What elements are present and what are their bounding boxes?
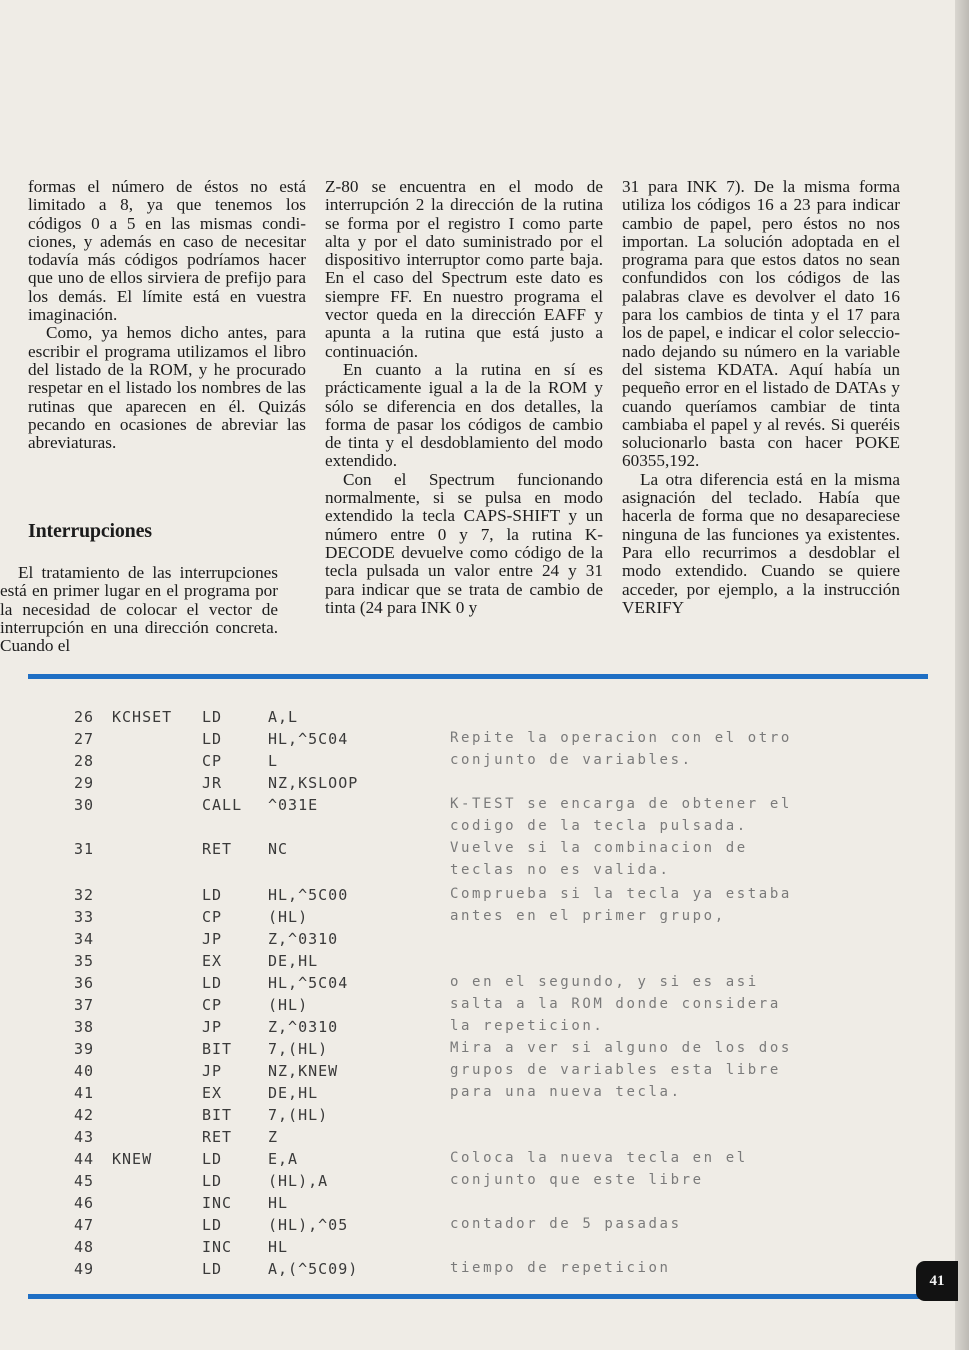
listing-operand: NZ,KSLOOP	[268, 774, 359, 792]
listing-operand: NZ,KNEW	[268, 1062, 339, 1080]
paragraph: formas el número de éstos no está limitado a 8, ya que tenemos los códigos 0 a 5 en las mismas condiciones, y además en caso de necesitar todavía más códigos podríamos hacer que uno de ellos sirviera de prefijo para los demás. El límite está en vuestra imaginación.	[28, 177, 306, 325]
listing-opcode: LD	[202, 1216, 223, 1234]
listing-comment: Repite la operacion con el otro	[450, 730, 792, 746]
listing-opcode: CALL	[202, 796, 243, 814]
listing-operand: HL	[268, 1194, 289, 1212]
listing-line-number: 42	[74, 1106, 95, 1124]
listing-line-number: 45	[74, 1172, 95, 1190]
listing-line-number: 33	[74, 908, 95, 926]
paragraph: Como, ya hemos dicho antes, para escribir el programa utilizamos el libro del listado de la ROM, y he procurado respetar en el listado los nombres de las rutinas que aparecen en él. Quizás pecando en ocasiones de abreviar las abreviaturas.	[28, 323, 306, 453]
listing-comment: contador de 5 pasadas	[450, 1216, 682, 1232]
text-column-1	[28, 178, 306, 452]
listing-comment: Mira a ver si alguno de los dos	[450, 1040, 792, 1056]
page-edge	[955, 0, 969, 1350]
listing-operand: HL,^5C04	[268, 974, 349, 992]
listing-opcode: CP	[202, 752, 223, 770]
text-column-1-continued	[0, 564, 278, 655]
listing-opcode: JR	[202, 774, 223, 792]
listing-line-number: 32	[74, 886, 95, 904]
listing-opcode: CP	[202, 908, 223, 926]
listing-opcode: INC	[202, 1194, 233, 1212]
listing-operand: (HL),A	[268, 1172, 329, 1190]
listing-operand: Z,^0310	[268, 930, 339, 948]
listing-line-number: 46	[74, 1194, 95, 1212]
listing-line-number: 35	[74, 952, 95, 970]
listing-opcode: LD	[202, 1260, 223, 1278]
listing-operand: 7,(HL)	[268, 1106, 329, 1124]
listing-operand: HL	[268, 1238, 289, 1256]
listing-comment: teclas no es valida.	[450, 862, 671, 878]
listing-line-number: 34	[74, 930, 95, 948]
listing-comment: Comprueba si la tecla ya estaba	[450, 886, 792, 902]
listing-line-number: 27	[74, 730, 95, 748]
listing-opcode: EX	[202, 952, 223, 970]
listing-operand: E,A	[268, 1150, 299, 1168]
listing-operand: (HL),^05	[268, 1216, 349, 1234]
top-divider	[28, 674, 928, 679]
listing-line-number: 48	[74, 1238, 95, 1256]
listing-operand: DE,HL	[268, 1084, 319, 1102]
listing-comment: Vuelve si la combinacion de	[450, 840, 748, 856]
listing-opcode: LD	[202, 708, 223, 726]
listing-opcode: JP	[202, 1062, 223, 1080]
listing-line-number: 40	[74, 1062, 95, 1080]
listing-label: KCHSET	[112, 708, 173, 726]
paragraph: La otra diferencia está en la misma asignación del teclado. Había que hacerla de forma que no desapareciese ninguna de las funciones ya existentes. Para ello recurrimos a desdoblar el modo extendido. Cuando se quiere acceder, por ejemplo, a la instrucción VERIFY	[622, 469, 900, 617]
section-heading: Interrupciones	[28, 520, 152, 542]
listing-line-number: 44	[74, 1150, 95, 1168]
listing-comment: para una nueva tecla.	[450, 1084, 682, 1100]
listing-opcode: RET	[202, 1128, 233, 1146]
listing-comment: antes en el primer grupo,	[450, 908, 726, 924]
listing-comment: K-TEST se encarga de obtener el	[450, 796, 792, 812]
listing-opcode: JP	[202, 1018, 223, 1036]
listing-opcode: LD	[202, 1150, 223, 1168]
listing-comment: salta a la ROM donde considera	[450, 996, 781, 1012]
listing-line-number: 39	[74, 1040, 95, 1058]
listing-opcode: RET	[202, 840, 233, 858]
listing-comment: conjunto que este libre	[450, 1172, 704, 1188]
bottom-divider	[28, 1294, 928, 1299]
listing-operand: HL,^5C04	[268, 730, 349, 748]
listing-comment: o en el segundo, y si es asi	[450, 974, 759, 990]
listing-operand: (HL)	[268, 996, 309, 1014]
listing-line-number: 37	[74, 996, 95, 1014]
listing-opcode: LD	[202, 886, 223, 904]
listing-opcode: LD	[202, 730, 223, 748]
listing-line-number: 38	[74, 1018, 95, 1036]
paragraph: Z-80 se encuentra en el modo de interrupción 2 la dirección de la rutina se forma por el registro I como parte alta y por el dato suministrado por el dispositivo interruptor como parte baja. En el caso del Spectrum este dato es siempre FF. En nuestro programa el vector queda en la dirección EAFF y apunta a la rutina que está justo a continuación.	[325, 177, 603, 361]
listing-label: KNEW	[112, 1150, 153, 1168]
listing-line-number: 30	[74, 796, 95, 814]
listing-comment: la repeticion.	[450, 1018, 605, 1034]
text-column-3	[622, 178, 900, 617]
text-column-2	[325, 178, 603, 617]
listing-operand: Z	[268, 1128, 279, 1146]
listing-line-number: 43	[74, 1128, 95, 1146]
listing-operand: Z,^0310	[268, 1018, 339, 1036]
listing-operand: HL,^5C00	[268, 886, 349, 904]
paragraph: En cuanto a la rutina en sí es prácticamente igual a la de la ROM y sólo se diferencia en dos detalles, la forma de pasar los códigos de cambio de tinta y el desdoblamiento del modo extendido.	[325, 359, 603, 471]
listing-operand: L	[268, 752, 279, 770]
listing-opcode: BIT	[202, 1040, 233, 1058]
listing-operand: A,(^5C09)	[268, 1260, 359, 1278]
listing-operand: 7,(HL)	[268, 1040, 329, 1058]
listing-opcode: EX	[202, 1084, 223, 1102]
listing-line-number: 49	[74, 1260, 95, 1278]
paragraph: El tratamiento de las interrupciones está en primer lugar en el programa por la necesidad de colocar el vector de interrupción en una dirección concreta. Cuando el	[0, 563, 278, 656]
listing-opcode: BIT	[202, 1106, 233, 1124]
paragraph: 31 para INK 7). De la misma forma utiliza los códigos 16 a 23 para indicar cambio de papel, pero éstos no nos importan. La solución adoptada en el programa para que estos datos no sean confundidos con los códigos de las palabras clave es devolver el dato 16 para los cambios de tinta y el 17 para los de papel, e indicar el color seleccionado dejando su número en la variable del sistema KDATA. Aquí había un pequeño error en el listado de DATAs y cuando queríamos cambiar de tinta cambiaba el papel y al revés. Si queréis solucionarlo basta con hacer POKE 60355,192.	[622, 177, 900, 471]
listing-comment: Coloca la nueva tecla en el	[450, 1150, 748, 1166]
listing-comment: tiempo de repeticion	[450, 1260, 671, 1276]
listing-operand: A,L	[268, 708, 299, 726]
paragraph: Con el Spectrum funcionando normalmente, si se pulsa en modo extendido la tecla CAPS-SHIFT y un número entre 0 y 7, la rutina K-DECODE devuelve como código de la tecla pulsada un valor entre 24 y 31 para indicar que se trata de cambio de tinta (24 para INK 0 y	[325, 469, 603, 617]
listing-line-number: 36	[74, 974, 95, 992]
listing-opcode: LD	[202, 974, 223, 992]
listing-line-number: 29	[74, 774, 95, 792]
listing-operand: ^031E	[268, 796, 319, 814]
page-number-tab: 41	[916, 1261, 958, 1301]
listing-line-number: 31	[74, 840, 95, 858]
listing-opcode: CP	[202, 996, 223, 1014]
listing-comment: conjunto de variables.	[450, 752, 693, 768]
listing-operand: (HL)	[268, 908, 309, 926]
listing-opcode: LD	[202, 1172, 223, 1190]
listing-operand: DE,HL	[268, 952, 319, 970]
listing-line-number: 28	[74, 752, 95, 770]
listing-line-number: 47	[74, 1216, 95, 1234]
listing-line-number: 26	[74, 708, 95, 726]
listing-comment: grupos de variables esta libre	[450, 1062, 781, 1078]
listing-opcode: JP	[202, 930, 223, 948]
listing-comment: codigo de la tecla pulsada.	[450, 818, 748, 834]
listing-line-number: 41	[74, 1084, 95, 1102]
listing-opcode: INC	[202, 1238, 233, 1256]
listing-operand: NC	[268, 840, 289, 858]
